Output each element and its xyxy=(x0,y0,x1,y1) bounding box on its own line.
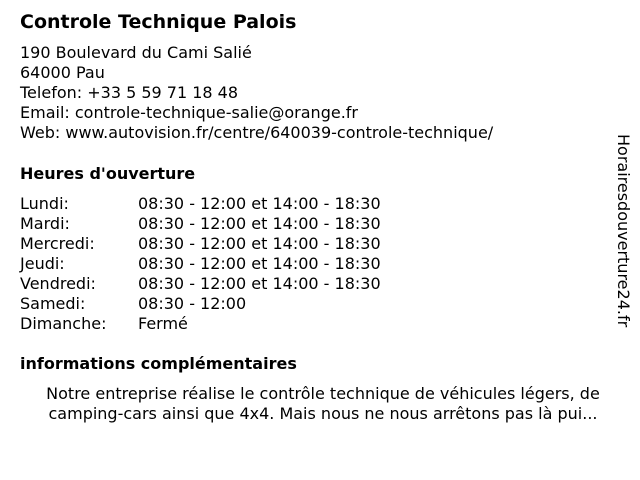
day-label: Mercredi: xyxy=(20,234,95,253)
email-address: Email: controle-technique-salie@orange.fr xyxy=(20,103,358,122)
time-value: Fermé xyxy=(138,314,188,333)
phone-number: Telefon: +33 5 59 71 18 48 xyxy=(20,83,239,102)
time-value: 08:30 - 12:00 et 14:00 - 18:30 xyxy=(138,254,381,273)
business-name: Controle Technique Palois xyxy=(20,11,297,33)
address-city: 64000 Pau xyxy=(20,63,105,82)
contact-block xyxy=(20,43,493,143)
site-watermark: Horairesdouverture24.fr xyxy=(614,134,633,328)
opening-hours-heading: Heures d'ouverture xyxy=(20,164,196,183)
day-label: Lundi: xyxy=(20,194,69,213)
additional-info-text xyxy=(20,384,626,424)
day-label: Samedi: xyxy=(20,294,86,313)
time-value: 08:30 - 12:00 xyxy=(138,294,247,313)
day-label: Dimanche: xyxy=(20,314,107,333)
time-value: 08:30 - 12:00 et 14:00 - 18:30 xyxy=(138,274,381,293)
website-address: Web: www.autovision.fr/centre/640039-controle-technique/ xyxy=(20,123,494,142)
address-street: 190 Boulevard du Cami Salié xyxy=(20,43,252,62)
day-label: Mardi: xyxy=(20,214,70,233)
time-value: 08:30 - 12:00 et 14:00 - 18:30 xyxy=(138,214,381,233)
info-line: camping-cars ainsi que 4x4. Mais nous ne nous arrêtons pas là pui... xyxy=(48,404,598,423)
time-value: 08:30 - 12:00 et 14:00 - 18:30 xyxy=(138,234,381,253)
time-value: 08:30 - 12:00 et 14:00 - 18:30 xyxy=(138,194,381,213)
additional-info-heading: informations complémentaires xyxy=(20,354,297,373)
day-label: Jeudi: xyxy=(20,254,65,273)
day-label: Vendredi: xyxy=(20,274,96,293)
info-line: Notre entreprise réalise le contrôle technique de véhicules légers, de xyxy=(46,384,600,403)
